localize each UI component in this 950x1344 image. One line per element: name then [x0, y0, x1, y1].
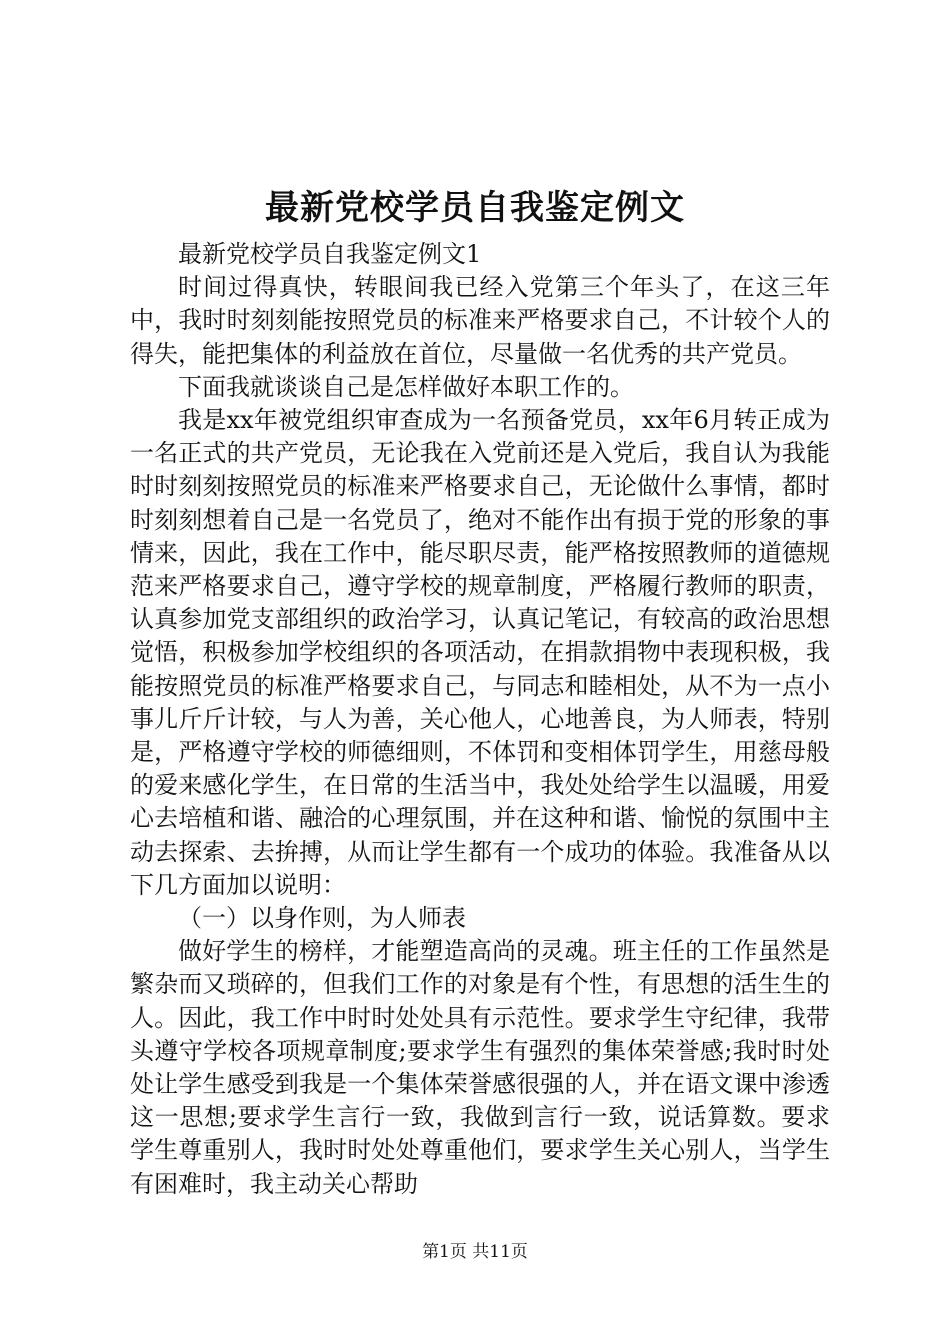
document-body	[130, 238, 830, 1201]
paragraph: 做好学生的榜样，才能塑造高尚的灵魂。班主任的工作虽然是繁杂而又琐碎的，但我们工作的对象是有个性，有思想的活生生的人。因此，我工作中时时处处具有示范性。要求学生守纪律，我带头遵守学校各项规章制度;要求学生有强烈的集体荣誉感;我时时处处让学生感受到我是一个集体荣誉感很强的人，并在语文课中渗透这一思想;要求学生言行一致，我做到言行一致，说话算数。要求学生尊重别人，我时时处处尊重他们，要求学生关心别人，当学生有困难时，我主动关心帮助	[130, 937, 830, 1198]
paragraph: 我是xx年被党组织审查成为一名预备党员，xx年6月转正成为一名正式的共产党员，无论我在入党前还是入党后，我自认为我能时时刻刻按照党员的标准来严格要求自己，无论做什么事情，都时时刻刻想着自己是一名党员了，绝对不能作出有损于党的形象的事情来，因此，我在工作中，能尽职尽责，能严格按照教师的道德规范来严格要求自己，遵守学校的规章制度，严格履行教师的职责，认真参加党支部组织的政治学习，认真记笔记，有较高的政治思想觉悟，积极参加学校组织的各项活动，在捐款捐物中表现积极，我能按照党员的标准严格要求自己，与同志和睦相处，从不为一点小事儿斤斤计较，与人为善，关心他人，心地善良，为人师表，特别是，严格遵守学校的师德细则，不体罚和变相体罚学生，用慈母般的爱来感化学生，在日常的生活当中，我处处给学生以温暖，用爱心去培植和谐、融洽的心理氛围，并在这种和谐、愉悦的氛围中主动去探索、去拚搏，从而让学生都有一个成功的体验。我准备从以下几方面加以说明：	[130, 406, 830, 899]
section-heading: （一）以身作则，为人师表	[178, 904, 466, 933]
document-title: 最新党校学员自我鉴定例文	[265, 188, 685, 228]
paragraph: 时间过得真快，转眼间我已经入党第三个年头了，在这三年中，我时时刻刻能按照党员的标准来严格要求自己，不计较个人的得失，能把集体的利益放在首位，尽量做一名优秀的共产党员。	[130, 273, 830, 368]
paragraph-heading: 最新党校学员自我鉴定例文1	[178, 240, 482, 268]
page-footer: 第1页 共11页	[422, 1242, 528, 1262]
paragraph: 下面我就谈谈自己是怎样做好本职工作的。	[178, 372, 634, 401]
